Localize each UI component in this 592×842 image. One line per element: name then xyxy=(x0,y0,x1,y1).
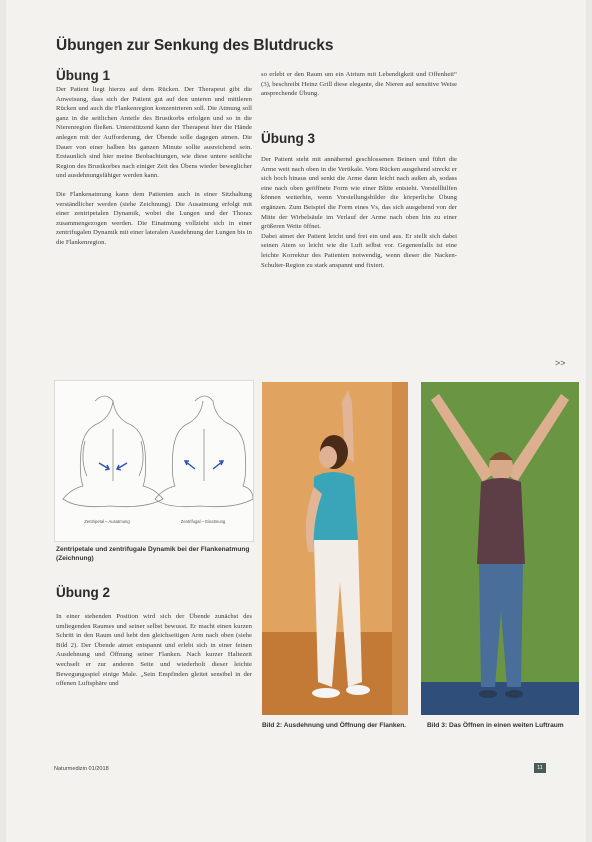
sketch-label-right: Zentrifugal – Einatmung xyxy=(180,519,226,524)
page-title: Übungen zur Senkung des Blutdrucks xyxy=(56,37,334,54)
exercise-1-text xyxy=(56,85,252,248)
man-arms-raised-photo xyxy=(421,382,579,715)
exercise-2-text xyxy=(56,612,252,689)
column-2-continuation xyxy=(261,70,457,99)
photo-2-caption: Bild 2: Ausdehnung und Öffnung der Flanken. xyxy=(262,722,407,729)
page-number: 11 xyxy=(534,763,546,773)
sketch-label-left: Zentripetal – Ausatmung xyxy=(84,519,130,524)
exercise-2-continuation: so erlebt er den Raum um ein Atrium mit Lebendigkeit und Offenheit“ (3), beschreibt Heinz Grill diese elegante, die Nieren auf sensitive Weise ansprechende Übung. xyxy=(261,71,457,98)
breathing-sketch xyxy=(54,380,254,542)
exercise-2-paragraph-1: In einer stehenden Position wird sich der Übende zunächst des umliegenden Raumes und seiner selbst bewusst. Er macht einen kurzen Schritt in den Raum und hebt den gleichseitigen Arm nach oben (siehe Bild 2). Der Übende atmet entspannt und erlebt sich in einer feinen Ausdehnung und Öffnung seiner Flanken. Nach kurzer Haltezeit wechselt er zur anderen Seite und wiederholt dieser leichte Bewegungsspiel einige Male. „Sein Empfinden gleitet sensibel in der offenen Luftsphäre und xyxy=(56,613,252,688)
magazine-page xyxy=(6,0,586,842)
exercise-3-paragraph-1: Der Patient steht mit annähernd geschlossenen Beinen und führt die Arme weit nach oben in die Vertikale. Vom Rücken ausgehend streckt er sich hoch hinaus und senkt die Arme dann leicht nach außen ab, sodass eine nach oben geöffnete Form wie einer Blüte entsteht. Vorstellhilfen können weiterhin, wenn Vorstellungsbilder die körperliche Übung ergänzen. Zum Beispiel die Form eines Vs, das sich ausgehend von der Mitte der Wirbelsäule im Verlauf der Arme nach oben hin zu einer größeren Weite öffnet. xyxy=(261,156,457,231)
exercise-1-paragraph-1: Der Patient liegt hierzu auf dem Rücken. Der Therapeut gibt die Anweisung, dass sich der Patient gut auf den unteren und mittleren Rücken und auch die Flankenregion konzentrieren soll. Die Atmung soll ganz in die seitlichen Anteile des Brustkorbs erfolgen und so in die Nierenregion fließen. Unterstützend kann der Therapeut hier die Hände anlegen mit der Aufforderung, der Übende solle dagegen atmen. Die Dauer von einer halben bis ganzen Minute sollte ausreichend sein. Erstaunlich sind hier meine Beobachtungen, wie diese untere seitliche Region des Brustkorbes nach einiger Zeit des Übens wieder beweglicher und ausdehnungsfähiger werden kann. xyxy=(56,86,252,180)
exercise-3-heading: Übung 3 xyxy=(261,131,315,146)
woman-stretching-photo xyxy=(262,382,408,715)
exercise-1-paragraph-2: Die Flankenatmung kann dem Patienten auch in einer Sitzhaltung verständlicher werden (siehe Zeichnung). Die Ausatmung erfolgt mit einer zentripetalen Dynamik, wobei die Lungen und der Thorax zusammengezogen werden. Die Einatmung vollzieht sich in einer zentrifugalen Dynamik mit einer lateralen Ausdehnung der Lungen bis in die Flankenregion. xyxy=(56,190,252,246)
photo-3-caption: Bild 3: Das Öffnen in einen weiten Luftraum xyxy=(427,722,564,729)
footer-publication: Naturmedizin 01/2018 xyxy=(54,766,109,772)
photo-exercise-2 xyxy=(262,382,408,715)
exercise-2-heading: Übung 2 xyxy=(56,585,110,600)
continue-marker: >> xyxy=(555,358,566,368)
exercise-1-heading: Übung 1 xyxy=(56,68,110,83)
seated-figures-illustration xyxy=(55,381,253,541)
sketch-caption: Zentripetale und zentrifugale Dynamik bei der Flankenatmung (Zeichnung) xyxy=(56,546,250,562)
exercise-3-text xyxy=(261,155,457,270)
photo-exercise-3 xyxy=(421,382,579,715)
exercise-3-paragraph-2: Dabei atmet der Patient leicht und frei ein und aus. Er stellt sich dabei seinen Atem so leicht wie die Luft selbst vor. Gegenenfalls ist eine leichte Korrektur des Patienten notwendig, wenn dieser die Nacken-Schulter-Region zu stark anspannt und fixiert. xyxy=(261,232,457,269)
